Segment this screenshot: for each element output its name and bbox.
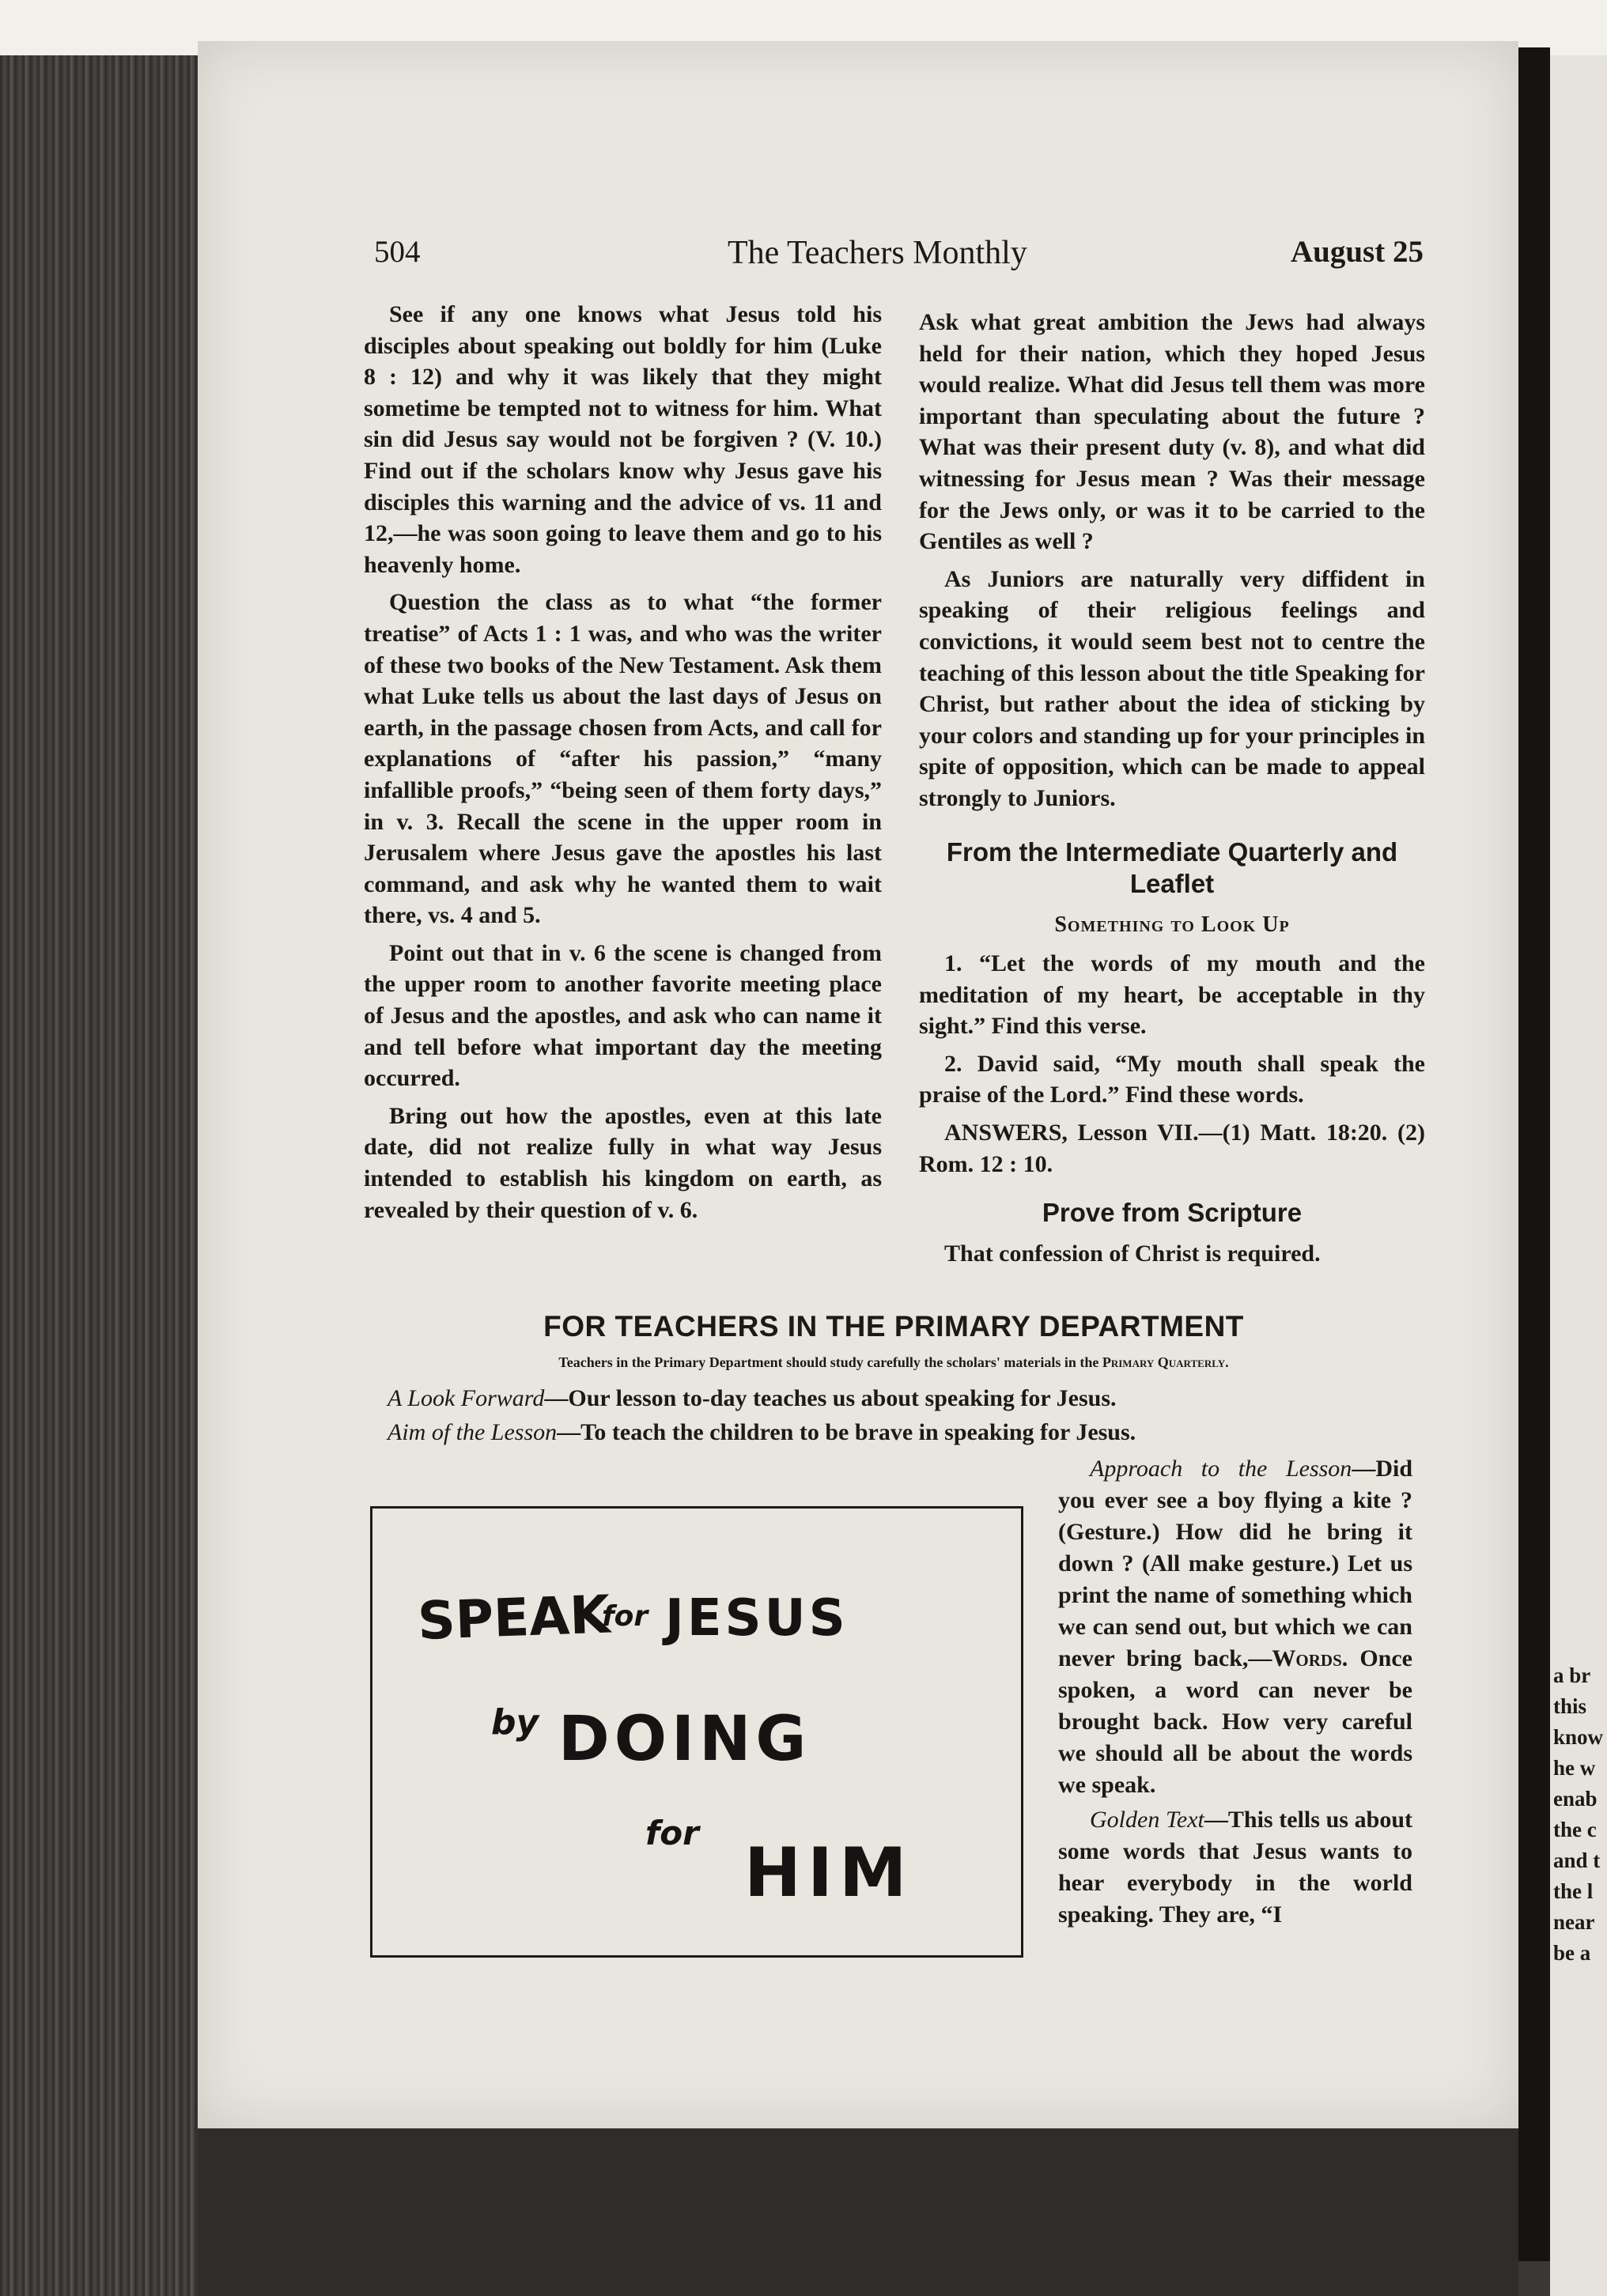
golden-text-paragraph — [1058, 1804, 1412, 1931]
page-number: 504 — [374, 235, 421, 269]
fragment-word: near — [1553, 1910, 1595, 1934]
note-end: . — [1225, 1354, 1229, 1370]
fragment-word: enab — [1553, 1787, 1598, 1811]
adjacent-page-fragment — [1550, 55, 1607, 2296]
fragment-word: be a — [1553, 1941, 1591, 1965]
approach-label: Approach to the Lesson — [1090, 1456, 1352, 1482]
fragment-word: know — [1553, 1725, 1604, 1749]
words-word: Words — [1272, 1645, 1342, 1671]
poster-drawing — [372, 1509, 1021, 1955]
right-column — [919, 307, 1425, 1276]
paragraph: Ask what great ambition the Jews had always held for their nation, which they hoped Jesus would realize. What did Jesus tell them was more important than speculating about the future ? What was their present duty (v. 8), and what did witnessing for Jesus mean ? Was their message for the Jews only, or was it to be carried to the Gentiles as well ? — [919, 309, 1425, 555]
note-quarterly: Primary Quarterly — [1102, 1354, 1226, 1370]
left-column — [364, 299, 882, 1232]
look-up-item: 2. David said, “My mouth shall speak the praise of the Lord.” Find these words. — [919, 1050, 1425, 1108]
paragraph: See if any one knows what Jesus told his disciples about speaking out boldly for him (Luke 8 : 12) and why it was likely that they might sometime be tempted not to witness for him. What sin did Jesus say would not be forgiven ? (V. 10.) Find out if the scholars know why Jesus gave his disciples this warning and the advice of vs. 11 and 12,—he was soon going to leave them and go to his heavenly home. — [364, 301, 882, 578]
approach-text: —Did you ever see a boy flying a kite ? (Gesture.) How did he bring it down ? (All make gesture.) Let us print the name of something which we can send out, but which we can never bring back,— — [1058, 1456, 1412, 1671]
aim-text: —To teach the children to be brave in speaking for Jesus. — [557, 1419, 1136, 1445]
book-gutter — [1518, 47, 1550, 2261]
poster-word-for: for — [602, 1600, 648, 1633]
fragment-word: the c — [1553, 1818, 1597, 1841]
aim-line — [388, 1419, 1416, 1446]
paragraph: Point out that in v. 6 the scene is changed from the upper room to another favorite meeting place of Jesus and the apostles, and ask who can name it and tell before what important day the meeting occurred. — [364, 939, 882, 1092]
golden-label: Golden Text — [1090, 1807, 1204, 1833]
fragment-word: and t — [1553, 1849, 1601, 1872]
look-forward-line — [388, 1385, 1416, 1412]
poster-word-jesus: JESUS — [665, 1589, 849, 1648]
aim-label: Aim of the Lesson — [388, 1419, 558, 1445]
primary-right-column — [1058, 1453, 1412, 1934]
primary-heading: FOR TEACHERS IN THE PRIMARY DEPARTMENT — [543, 1310, 1244, 1342]
poster-word-for-2: for — [645, 1814, 699, 1852]
look-forward-text: —Our lesson to-day teaches us about speaking for Jesus. — [544, 1385, 1117, 1411]
poster-word-doing: DOING — [558, 1704, 811, 1775]
fragment-word: he w — [1553, 1756, 1596, 1780]
fragment-word: the l — [1553, 1879, 1594, 1903]
golden-text: —This tells us about some words that Jesus wants to hear everybody in the world speaking. They are, “I — [1058, 1807, 1412, 1928]
poster-word-by: by — [491, 1702, 539, 1743]
blackboard-poster — [370, 1506, 1023, 1958]
approach-paragraph — [1058, 1453, 1412, 1801]
scan-bottom — [198, 2128, 1518, 2296]
paragraph: Bring out how the apostles, even at this late date, did not realize fully in what way Jesus intended to establish his kingdom on earth, as revealed by their question of v. 6. — [364, 1102, 882, 1223]
prove-heading: Prove from Scripture — [1042, 1198, 1303, 1228]
look-forward-label: A Look Forward — [388, 1385, 545, 1411]
note-text: Teachers in the Primary Department should study carefully the scholars' materials in the — [558, 1354, 1099, 1370]
fragment-word: this — [1553, 1694, 1587, 1718]
answers: ANSWERS, Lesson VII.—(1) Matt. 18:20. (2) Rom. 12 : 10. — [919, 1120, 1425, 1177]
approach-text-2: . Once spoken, a word can never be brought back. How very careful we should all be about the words we speak. — [1058, 1645, 1412, 1798]
intermediate-heading: From the Intermediate Quarterly and Leaflet — [946, 836, 1398, 898]
paragraph: As Juniors are naturally very diffident in speaking of their religious feelings and convictions, it would seem best not to centre the teaching of this lesson about the title Speaking for Christ, but rather about the idea of sticking by your colors and standing up for your principles in spite of opposition, which can be made to appeal strongly to Juniors. — [919, 565, 1425, 811]
prove-text: That confession of Christ is required. — [944, 1241, 1321, 1267]
primary-note — [364, 1354, 1424, 1371]
running-title: The Teachers Monthly — [728, 235, 1027, 271]
book-spine — [0, 0, 198, 2296]
poster-word-speak: SPEAK — [416, 1584, 611, 1652]
look-up-heading: Something to Look Up — [1054, 912, 1290, 937]
poster-word-him: HIM — [744, 1833, 913, 1913]
look-up-item: 1. “Let the words of my mouth and the meditation of my heart, be acceptable in thy sight.” Find this verse. — [919, 950, 1425, 1040]
fragment-word: a br — [1553, 1663, 1591, 1687]
paragraph: Question the class as to what “the former treatise” of Acts 1 : 1 was, and who was the writer of these two books of the New Testament. Ask them what Luke tells us about the last days of Jesus on earth, in the passage chosen from Acts, and call for explanations of “after his passion,” “many infallible proofs,” “being seen of them forty days,” in v. 3. Recall the scene in the upper room in Jerusalem where Jesus gave the apostles his last command, and ask why he wanted them to wait there, vs. 4 and 5. — [364, 589, 882, 929]
issue-date: August 25 — [1291, 235, 1424, 269]
